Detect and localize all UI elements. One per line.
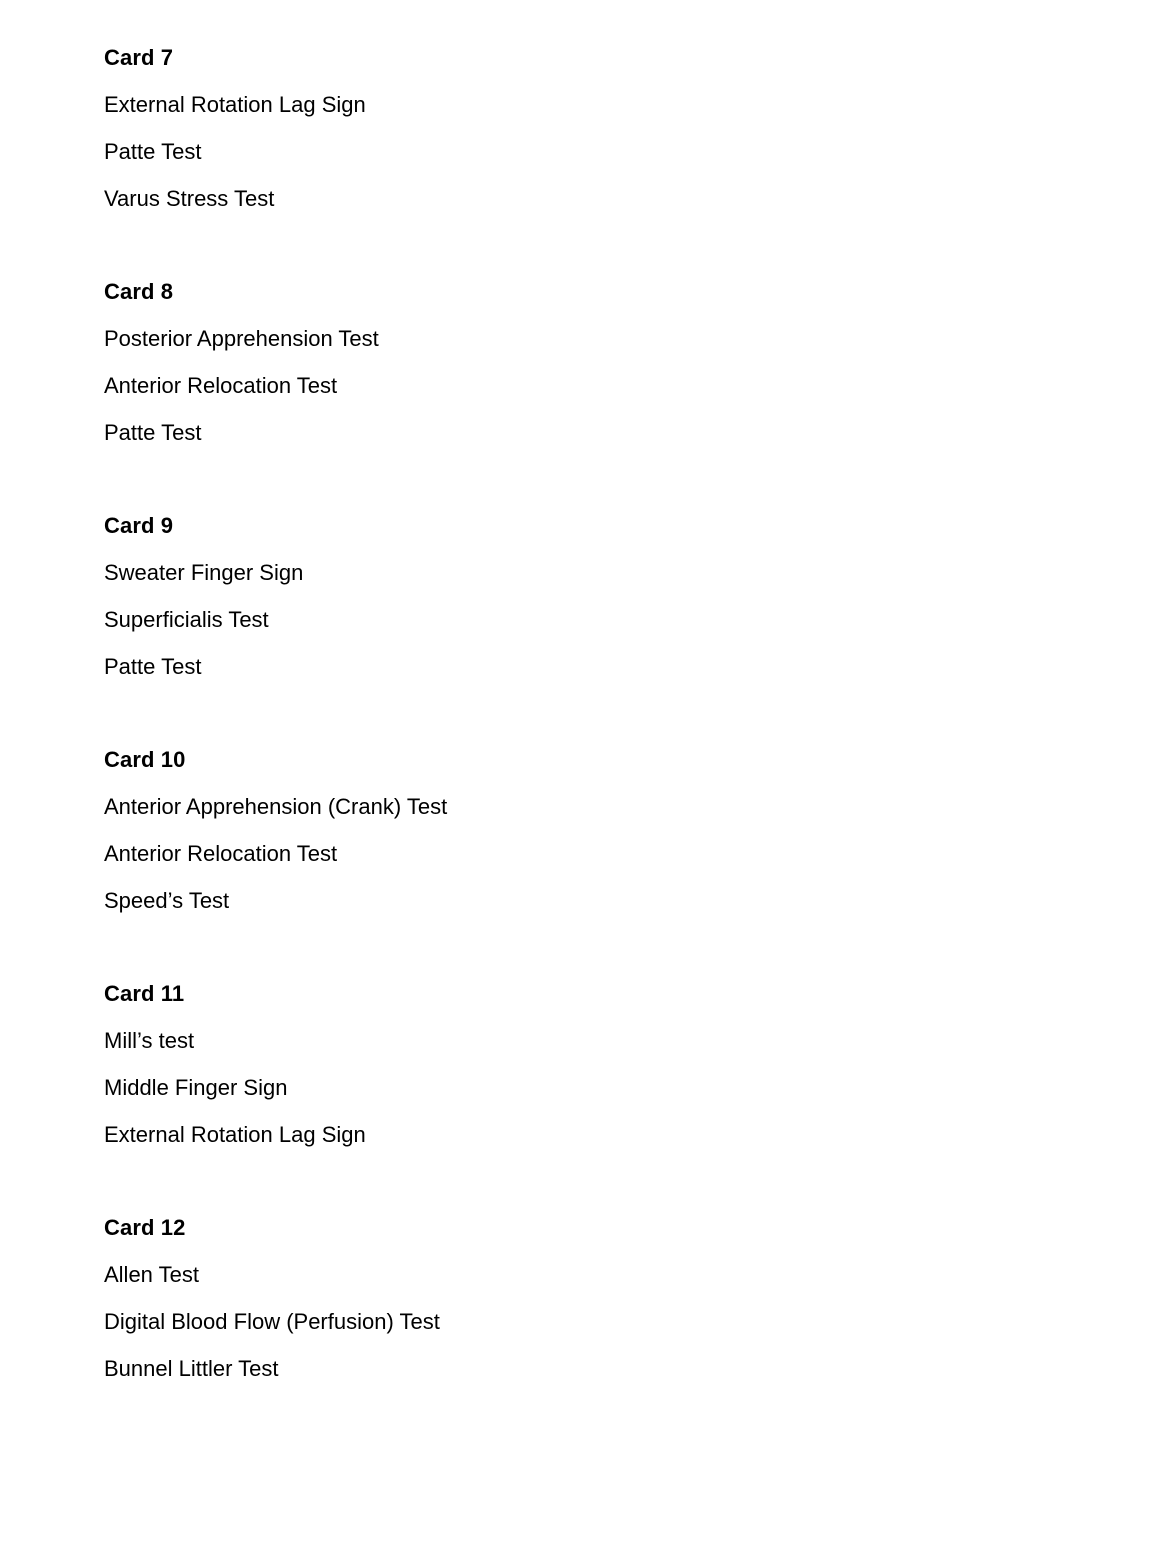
list-item: Anterior Relocation Test — [104, 841, 338, 866]
list-item: Bunnel Littler Test — [104, 1356, 279, 1381]
card-9 — [104, 502, 1064, 690]
list-item: Patte Test — [104, 139, 202, 164]
card-test-list — [104, 1251, 1064, 1392]
card-title: Card 9 — [104, 513, 174, 538]
card-title: Card 8 — [104, 279, 174, 304]
list-item: Patte Test — [104, 420, 202, 445]
card-test-list — [104, 81, 1064, 222]
card-title: Card 12 — [104, 1215, 186, 1240]
list-item: Allen Test — [104, 1262, 199, 1287]
card-title: Card 10 — [104, 747, 186, 772]
card-title: Card 11 — [104, 981, 185, 1006]
card-test-list — [104, 315, 1064, 456]
list-item: Digital Blood Flow (Perfusion) Test — [104, 1309, 440, 1334]
list-item: Anterior Apprehension (Crank) Test — [104, 794, 448, 819]
card-7 — [104, 34, 1064, 222]
list-item: Mill’s test — [104, 1028, 195, 1053]
card-title: Card 7 — [104, 45, 174, 70]
document-page — [104, 34, 1064, 1438]
card-10 — [104, 736, 1064, 924]
list-item: Varus Stress Test — [104, 186, 275, 211]
list-item: External Rotation Lag Sign — [104, 92, 366, 117]
card-test-list — [104, 549, 1064, 690]
card-12 — [104, 1204, 1064, 1392]
list-item: Anterior Relocation Test — [104, 373, 338, 398]
list-item: External Rotation Lag Sign — [104, 1122, 366, 1147]
list-item: Patte Test — [104, 654, 202, 679]
list-item: Posterior Apprehension Test — [104, 326, 379, 351]
card-test-list — [104, 1017, 1064, 1158]
list-item: Sweater Finger Sign — [104, 560, 304, 585]
card-8 — [104, 268, 1064, 456]
card-test-list — [104, 783, 1064, 924]
list-item: Superficialis Test — [104, 607, 269, 632]
card-11 — [104, 970, 1064, 1158]
list-item: Speed’s Test — [104, 888, 230, 913]
list-item: Middle Finger Sign — [104, 1075, 288, 1100]
